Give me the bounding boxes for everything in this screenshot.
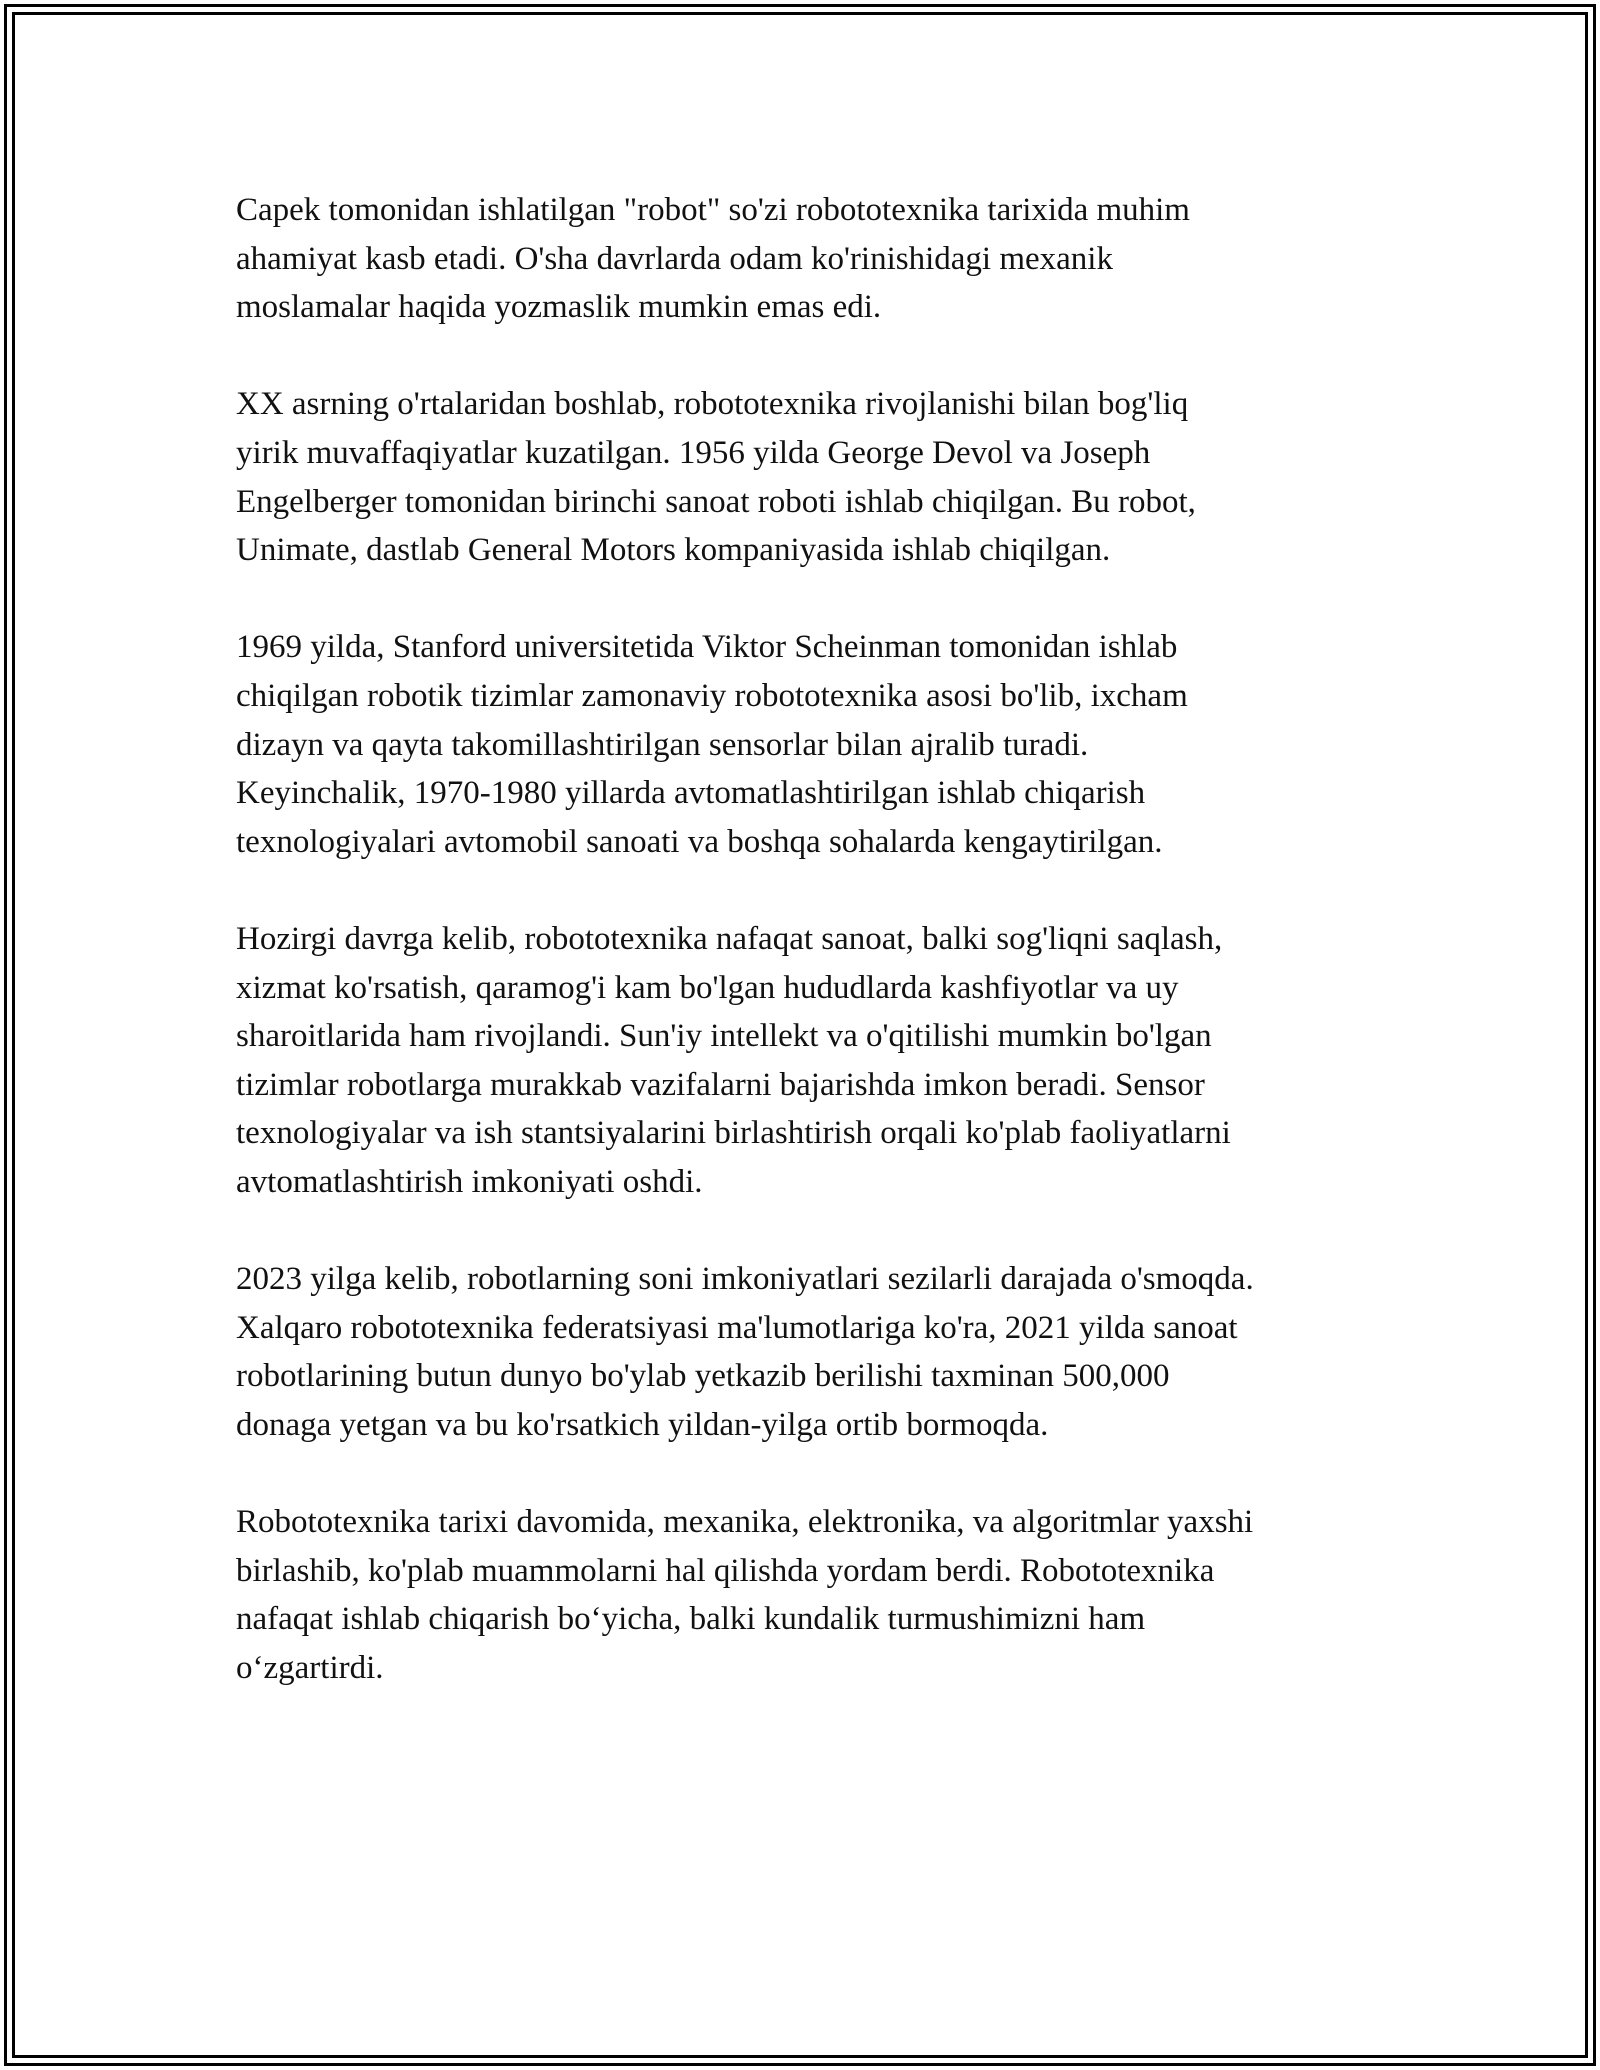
paragraph-4: Hozirgi davrga kelib, robototexnika nafaqat sanoat, balki sog'liqni saqlash, xizmat ko'rsatish, qaramog'i kam bo'lgan hududlarda kashfiyotlar va uy sharoitlarida ham rivojlandi. Sun'iy intellekt va o'qitilishi mumkin bo'lgan tizimlar robotlarga murakkab vazifalarni bajarishda imkon beradi. Sensor texnologiyalar va ish stantsiyalarini birlashtirish orqali ko'plab faoliyatlarni avtomatlashtirish imkoniyati oshdi. <box>236 920 1231 1200</box>
document-body <box>236 186 1376 1741</box>
paragraph-3: 1969 yilda, Stanford universitetida Viktor Scheinman tomonidan ishlab chiqilgan robotik tizimlar zamonaviy robototexnika asosi bo'lib, ixcham dizayn va qayta takomillashtirilgan sensorlar bilan ajralib turadi. Keyinchalik, 1970-1980 yillarda avtomatlashtirilgan ishlab chiqarish texnologiyalari avtomobil sanoati va boshqa sohalarda kengaytirilgan. <box>236 629 1188 860</box>
paragraph-5: 2023 yilga kelib, robotlarning soni imkoniyatlari sezilarli darajada o'smoqda. Xalqaro robototexnika federatsiyasi ma'lumotlariga ko'ra, 2021 yilda sanoat robotlarining butun dunyo bo'ylab yetkazib berilishi taxminan 500,000 donaga yetgan va bu ko'rsatkich yildan-yilga ortib bormoqda. <box>236 1261 1254 1443</box>
paragraph-2: XX asrning o'rtalaridan boshlab, robototexnika rivojlanishi bilan bog'liq yirik muvaffaqiyatlar kuzatilgan. 1956 yilda George Devol va Joseph Engelberger tomonidan birinchi sanoat roboti ishlab chiqilgan. Bu robot, Unimate, dastlab General Motors kompaniyasida ishlab chiqilgan. <box>236 386 1196 569</box>
paragraph-1: Capek tomonidan ishlatilgan "robot" so'zi robototexnika tarixida muhim ahamiyat kasb etadi. O'sha davrlarda odam ko'rinishidagi mexanik moslamalar haqida yozmaslik mumkin emas edi. <box>236 192 1190 326</box>
paragraph-6: Robototexnika tarixi davomida, mexanika, elektronika, va algoritmlar yaxshi birlashib, ko'plab muammolarni hal qilishda yordam berdi. Robototexnika nafaqat ishlab chiqarish bo‘yicha, balki kundalik turmushimizni ham o‘zgartirdi. <box>236 1504 1254 1686</box>
